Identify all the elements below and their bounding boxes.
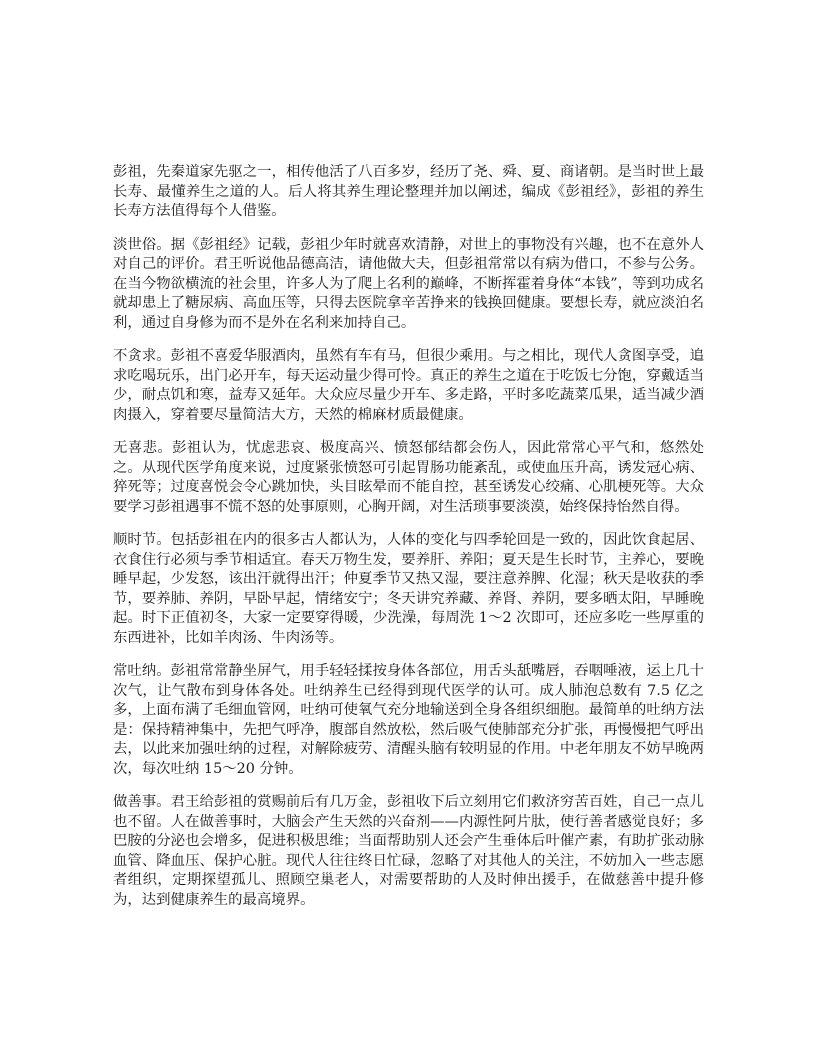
- paragraph-intro: 彭祖，先秦道家先驱之一，相传他活了八百多岁，经历了尧、舜、夏、商诸朝。是当时世上最长寿、最懂养生之道的人。后人将其养生理论整理并加以阐述，编成《彭祖经》，彭祖的养生长寿方法值得每个人借鉴。: [113, 164, 704, 219]
- paragraph-wu-xibei: 无喜悲。彭祖认为，忧虑悲哀、极度高兴、愤怒郁结都会伤人，因此常常心平气和，悠然处之。从现代医学角度来说，过度紧张愤怒可引起胃肠功能紊乱，或使血压升高，诱发冠心病、猝死等；过度喜悦会令心跳加快，头目眩晕而不能自控，甚至诱发心绞痛、心肌梗死等。大众要学习彭祖遇事不慌不怒的处事原则，心胸开阔，对生活琐事要淡漠，始终保持怡然自得。: [113, 440, 704, 515]
- paragraph-dan-shisu: 淡世俗。据《彭祖经》记载，彭祖少年时就喜欢清静，对世上的事物没有兴趣，也不在意外人对自己的评价。君王听说他品德高洁，请他做大夫，但彭祖常常以有病为借口，不参与公务。在当今物欲横流的社会里，许多人为了爬上名利的巅峰，不断挥霍着身体“本钱”，等到功成名就却患上了糖尿病、高血压等，只得去医院拿辛苦挣来的钱换回健康。要想长寿，就应淡泊名利，通过自身修为而不是外在名利来加持自己。: [113, 236, 704, 331]
- paragraph-bu-tanqiu: 不贪求。彭祖不喜爱华服酒肉，虽然有车有马，但很少乘用。与之相比，现代人贪图享受，追求吃喝玩乐，出门必开车，每天运动量少得可怜。真正的养生之道在于吃饭七分饱，穿戴适当少，耐点饥和寒，益寿又延年。大众应尽量少开车、多走路，平时多吃蔬菜瓜果，适当减少酒肉摄入，穿着要尽量简洁大方，天然的棉麻材质最健康。: [113, 348, 704, 423]
- document-body: [113, 163, 704, 924]
- paragraph-zuo-shanshi: 做善事。君王给彭祖的赏赐前后有几万金，彭祖收下后立刻用它们救济穷苦百姓，自己一点儿也不留。人在做善事时，大脑会产生天然的兴奋剂——内源性阿片肽，使行善者感觉良好；多巴胺的分泌也会增多，促进积极思维；当面帮助别人还会产生垂体后叶催产素，有助扩张动脉血管、降血压、保护心脏。现代人往往终日忙碌，忽略了对其他人的关注，不妨加入一些志愿者组织，定期探望孤儿、照顾空巢老人，对需要帮助的人及时伸出援手，在做慈善中提升修为，达到健康养生的最高境界。: [113, 794, 704, 908]
- paragraph-shun-shijie: 顺时节。包括彭祖在内的很多古人都认为，人体的变化与四季轮回是一致的，因此饮食起居、衣食住行必须与季节相适宜。春天万物生发，要养肝、养阳；夏天是生长时节，主养心，要晚睡早起，少发怒，该出汗就得出汗；仲夏季节又热又湿，要注意养脾、化湿；秋天是收获的季节，要养肺、养阴，早卧早起，情绪安宁；冬天讲究养藏、养肾、养阴，要多晒太阳，早睡晚起。时下正值初冬，大家一定要穿得暖，少洗澡，每周洗 1～2 次即可，还应多吃一些厚重的东西进补，比如羊肉汤、牛肉汤等。: [113, 532, 704, 646]
- paragraph-chang-tuna: 常吐纳。彭祖常常静坐屏气，用手轻轻揉按身体各部位，用舌头舐嘴唇，吞咽唾液，运上几十次气，让气散布到身体各处。吐纳养生已经得到现代医学的认可。成人肺泡总数有 7.5 亿之多，上面布满了毛细血管网，吐纳可使氧气充分地输送到全身各组织细胞。最简单的吐纳方法是：保持精神集中，先把气呼净，腹部自然放松，然后吸气使肺部充分扩张，再慢慢把气呼出去，以此来加强吐纳的过程，对解除疲劳、清醒头脑有较明显的作用。中老年朋友不妨早晚两次，每次吐纳 15～20 分钟。: [113, 663, 704, 777]
